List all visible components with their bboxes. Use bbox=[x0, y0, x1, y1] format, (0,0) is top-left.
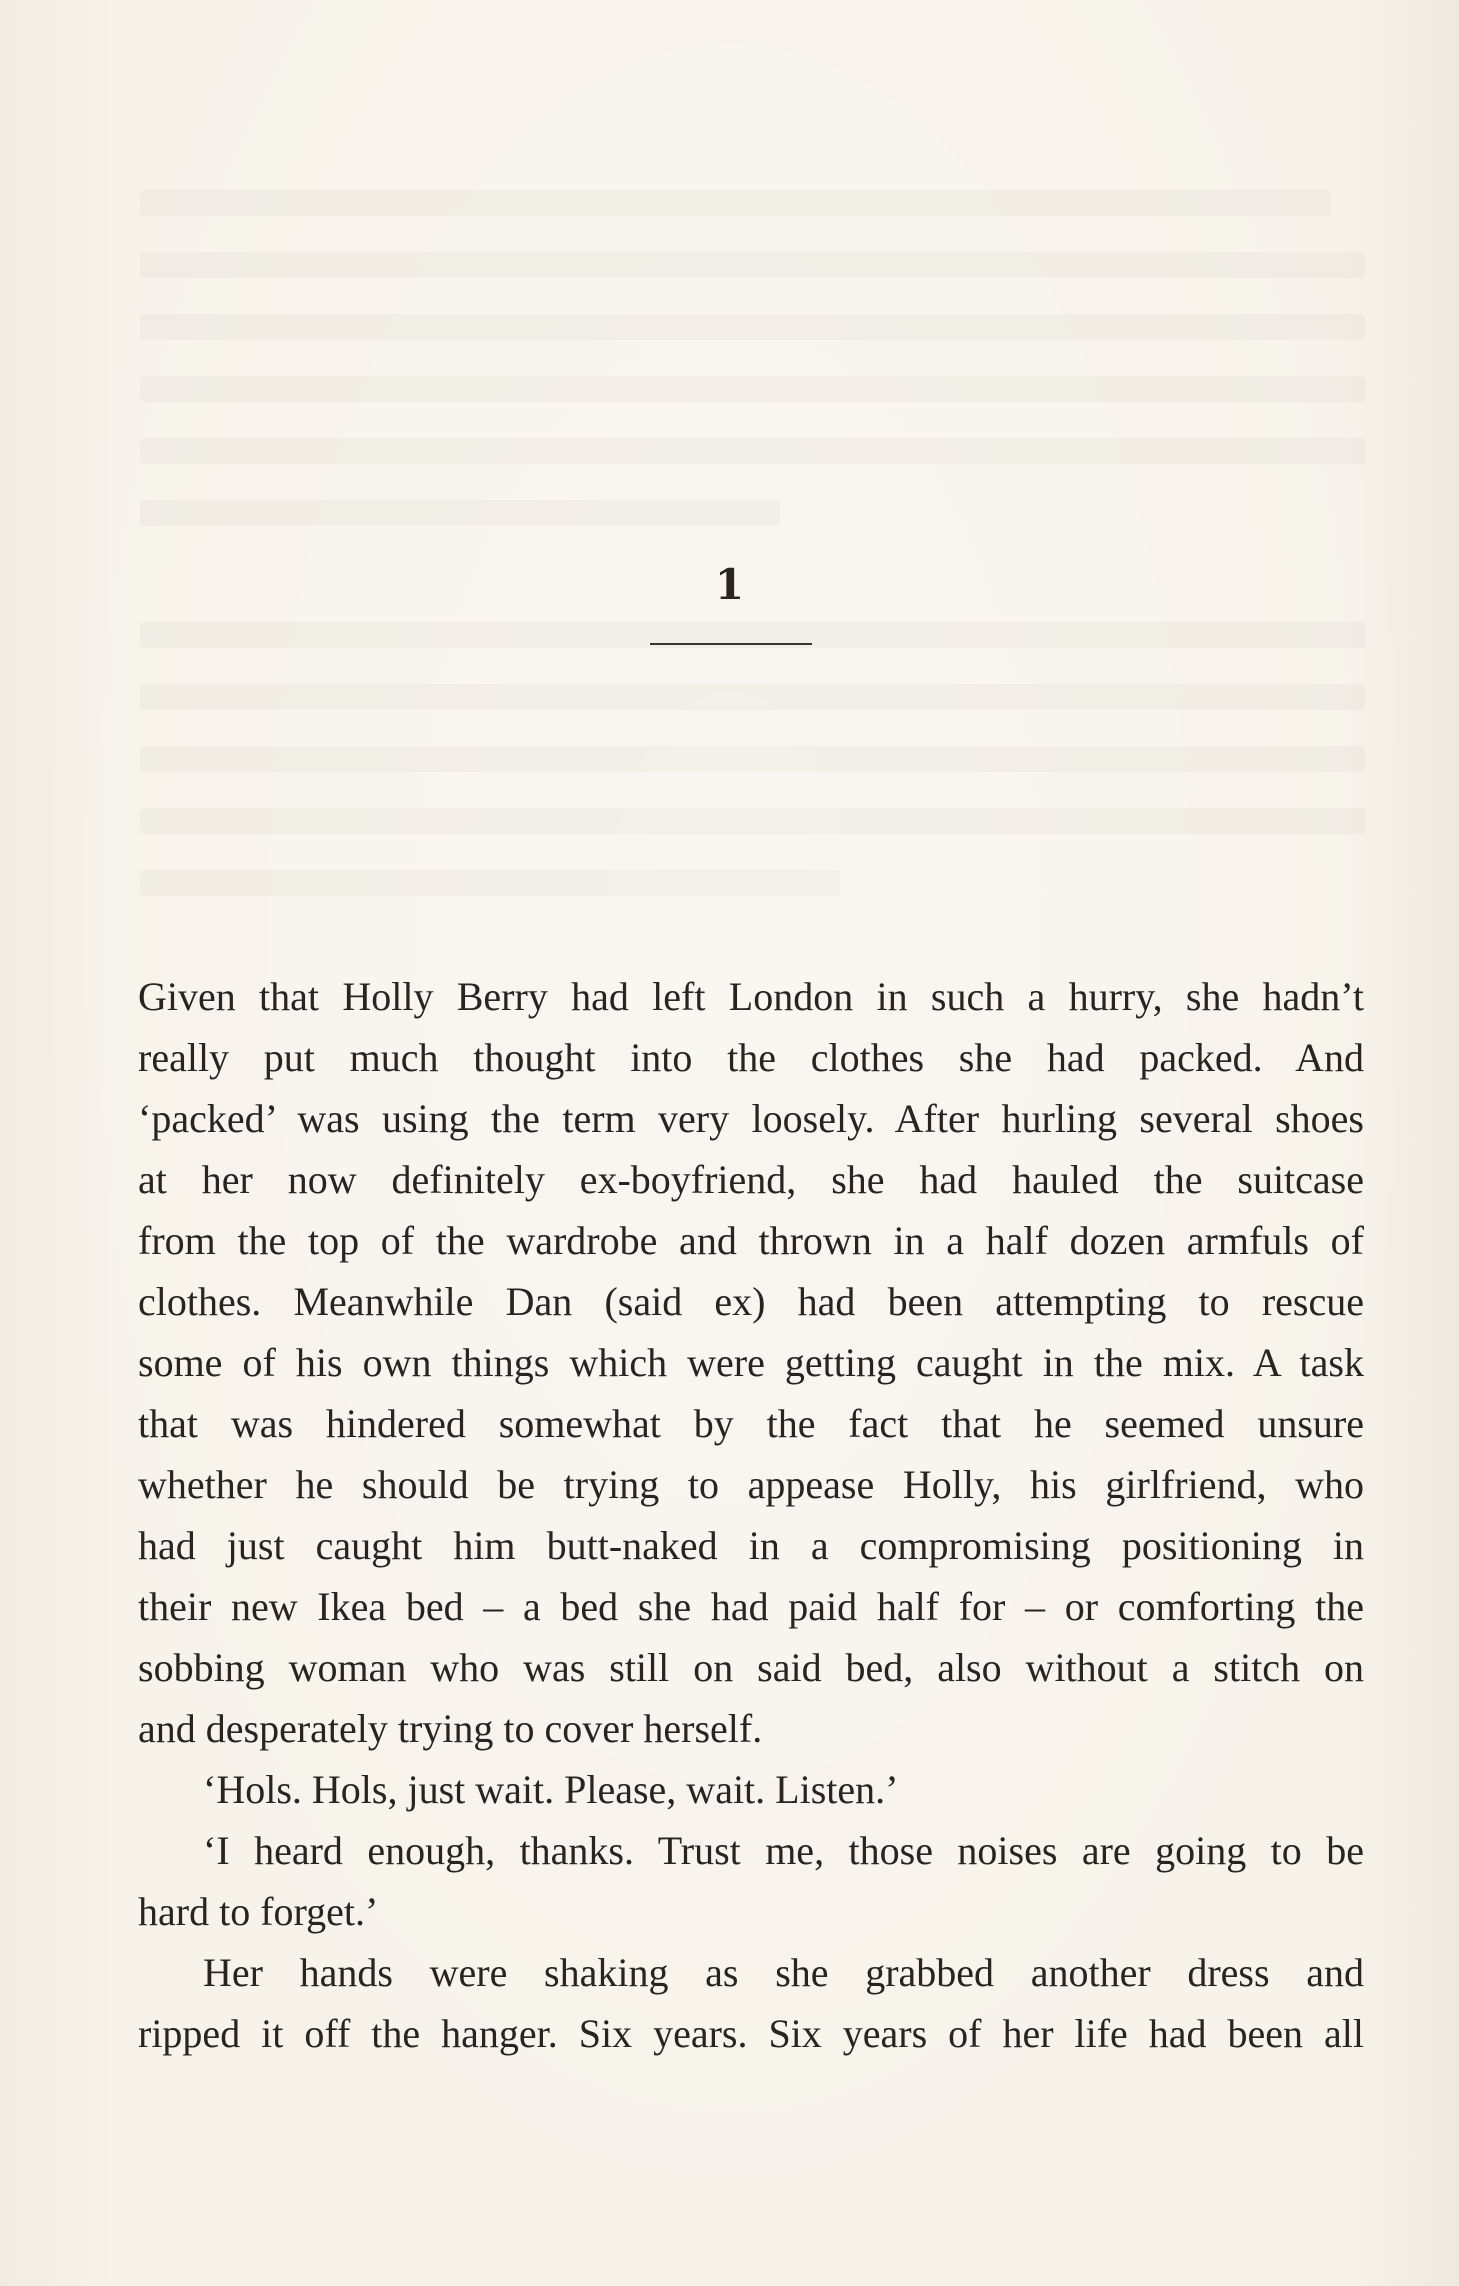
text-line: sobbing woman who was still on said bed, also without a stitch on bbox=[138, 1645, 1364, 1690]
text-line: and desperately trying to cover herself. bbox=[138, 1706, 763, 1751]
text-line: some of his own things which were getting caught in the mix. A task bbox=[138, 1340, 1364, 1385]
show-through-line bbox=[140, 808, 1365, 834]
paragraph bbox=[138, 1759, 1364, 1820]
show-through-line bbox=[140, 746, 1365, 772]
paragraph bbox=[138, 1820, 1364, 1942]
chapter-number: 1 bbox=[714, 560, 745, 609]
text-line: hard to forget.’ bbox=[138, 1889, 379, 1934]
show-through-line bbox=[140, 190, 1330, 216]
chapter-body-text bbox=[138, 966, 1364, 2064]
text-line: Her hands were shaking as she grabbed another dress and bbox=[203, 1950, 1364, 1995]
text-line: ‘packed’ was using the term very loosely. After hurling several shoes bbox=[138, 1096, 1364, 1141]
text-line: at her now definitely ex-boyfriend, she had hauled the suitcase bbox=[138, 1157, 1364, 1202]
show-through-line bbox=[140, 684, 1365, 710]
text-line: that was hindered somewhat by the fact that he seemed unsure bbox=[138, 1401, 1364, 1446]
text-line: really put much thought into the clothes she had packed. And bbox=[138, 1035, 1364, 1080]
text-line: ‘Hols. Hols, just wait. Please, wait. Listen.’ bbox=[203, 1767, 899, 1812]
show-through-line bbox=[140, 252, 1365, 278]
show-through-line bbox=[140, 500, 780, 526]
text-line: clothes. Meanwhile Dan (said ex) had been attempting to rescue bbox=[138, 1279, 1364, 1324]
show-through-line bbox=[140, 438, 1365, 464]
chapter-rule bbox=[650, 643, 812, 645]
text-line: ripped it off the hanger. Six years. Six years of her life had been all bbox=[138, 2011, 1364, 2056]
show-through-line bbox=[140, 870, 840, 896]
text-line: Given that Holly Berry had left London in such a hurry, she hadn’t bbox=[138, 974, 1364, 1019]
show-through-line bbox=[140, 376, 1365, 402]
paragraph bbox=[138, 1942, 1364, 2064]
text-line: from the top of the wardrobe and thrown in a half dozen armfuls of bbox=[138, 1218, 1364, 1263]
text-line: had just caught him butt-naked in a compromising positioning in bbox=[138, 1523, 1364, 1568]
show-through-line bbox=[140, 314, 1365, 340]
text-line: ‘I heard enough, thanks. Trust me, those noises are going to be bbox=[203, 1828, 1364, 1873]
text-line: whether he should be trying to appease Holly, his girlfriend, who bbox=[138, 1462, 1364, 1507]
paragraph bbox=[138, 966, 1364, 1759]
text-line: their new Ikea bed – a bed she had paid half for – or comforting the bbox=[138, 1584, 1364, 1629]
